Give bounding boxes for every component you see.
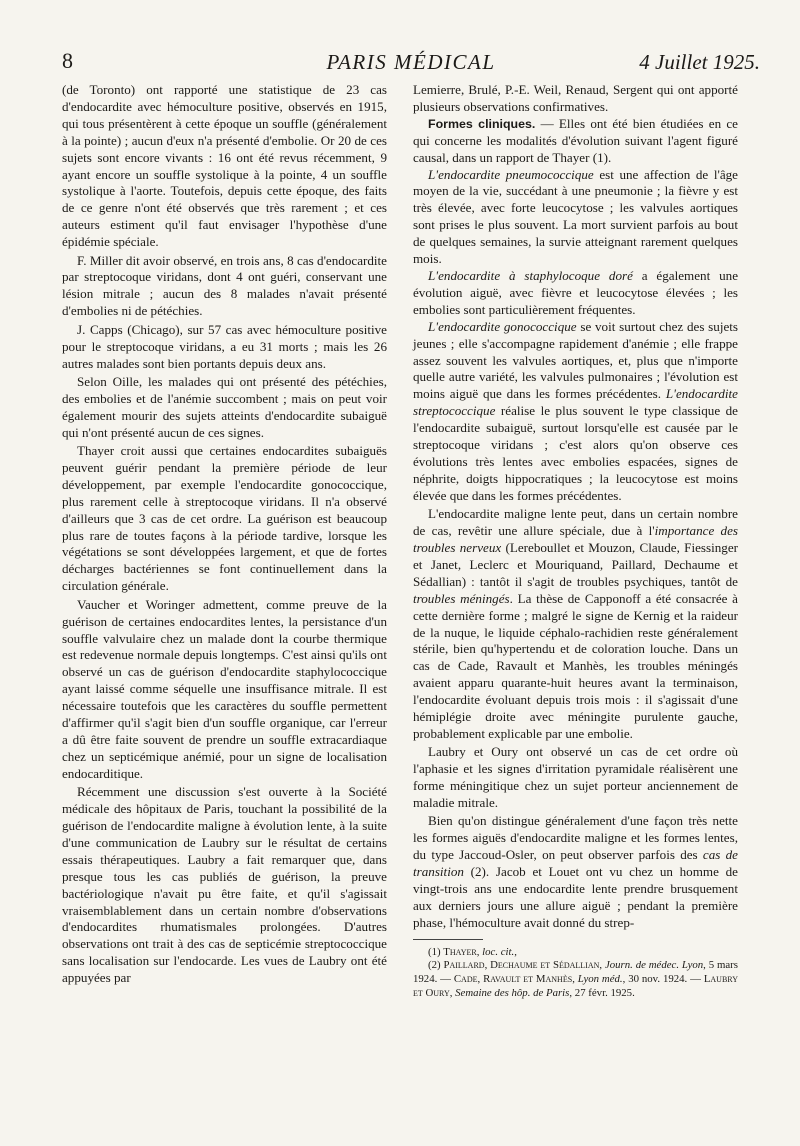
paragraph-formes-cliniques: Formes cliniques. — Elles ont été bien étudiées en ce qui concerne les modalités d'évolution suivant l'agent figuré causal, dans un rapport de Thayer (1).	[413, 115, 738, 165]
paragraph-pneumococcique: L'endocardite pneumococcique est une affection de l'âge moyen de la vie, succédant à une pneumonie ; la fièvre y est très élevée, avec forte leucocytose ; les valvules aortiques sont prises le plus souvent. La mort survient parfois au bout de quelques semaines, la survie atteignant rarement quelques mois.	[413, 166, 738, 267]
paragraph: Vaucher et Woringer admettent, comme preuve de la guérison de certaines endocardites lentes, la persistance d'un souffle valvulaire chez un malade dont la courbe thermique est redevenue normale depuis longtemps. C'est ainsi qu'ils ont observé un cas de guérison d'endocardite staphylococcique ayant laissé comme séquelle une insuffisance mitrale. Il est nécessaire toutefois que les caractères du souffle permettent d'affirmer qu'il s'agit bien d'un souffle organique, car l'erreur a dû être faite souvent de prendre un souffle extracardiaque chez un septicémique anémié, pour un signe de localisation endocarditique.	[62, 596, 387, 781]
issue-date: 4 Juillet 1925.	[639, 50, 760, 74]
paragraph: Selon Oille, les malades qui ont présenté des pétéchies, des embolies et de l'anémie succombent ; mais on peut voir également mourir des sujets atteints d'endocardite subaiguë qui n'ont présenté aucun de ces signes.	[62, 373, 387, 440]
paragraph-staphylocoque: L'endocardite à staphylocoque doré a également une évolution aiguë, avec fièvre et leucocytose élevées ; les embolies sont particulièrement fréquentes.	[413, 267, 739, 317]
term: L'endocardite pneumococcique	[428, 166, 594, 182]
section-heading: Formes cliniques.	[428, 116, 536, 131]
paragraph: Thayer croit aussi que certaines endocardites subaiguës peuvent guérir pendant la première période de leur développement, par exemple l'endocardite gonococcique, plus rarement celle à streptocoque viridans. Il n'a observé d'ailleurs que 3 cas de cet ordre. La guérison est beaucoup plus rare de toutes façons à la période tardive, lorsque les végétations se sont développées largement, et que de fortes décharges bactériennes se font continuellement dans la circulation générale.	[62, 443, 387, 594]
right-column	[413, 82, 738, 1000]
term: L'endocardite à staphylocoque doré	[428, 267, 633, 283]
footnote-2: (2) Paillard, Dechaume et Sédallian, Journ. de médec. Lyon, 5 mars 1924. — Cade, Ravault et Manhès, Lyon méd., 30 nov. 1924. — Laubry et Oury, Semaine des hôp. de Paris, 27 févr. 1925.	[413, 959, 738, 999]
page-number: 8	[62, 48, 73, 73]
paragraph: J. Capps (Chicago), sur 57 cas avec hémoculture positive pour le streptocoque viridans, a eu 31 morts ; mais les 26 autres malades sont bien portants depuis deux ans.	[62, 321, 387, 371]
paragraph: Lemierre, Brulé, P.-E. Weil, Renaud, Sergent qui ont apporté plusieurs observations confirmatives.	[413, 82, 738, 114]
term: L'endocardite streptococcique	[413, 386, 738, 419]
left-column	[62, 82, 387, 987]
paragraph: Récemment une discussion s'est ouverte à la Société médicale des hôpitaux de Paris, touchant la possibilité de la guérison de l'endocardite maligne à évolution lente, à la suite d'une communication de Laubry sur le résultat de certains essais thérapeutiques. Laubry a fait remarquer que, dans presque tous les cas publiés de guérison, la preuve bactériologique n'avait pu être faite, et qu'il s'agissait vraisemblablement dans un certain nombre d'observations d'endocardites rhumatismales prolongées. D'autres observations ont trait à des cas de septicémie streptococcique sans localisation sur l'endocarde. Les vues de Laubry ont été appuyées par	[62, 784, 387, 986]
page-header	[62, 48, 760, 82]
paragraph: (de Toronto) ont rapporté une statistique de 23 cas d'endocardite avec hémoculture positive, observés en 1915, qui tous présentèrent à cette époque un souffle (généralement à la pointe) ; aucun d'eux n'a présenté d'embolie. Or 20 de ces sujets sont encore vivants : 16 ont été revus récemment, 9 ayant encore un souffle systolique à la pointe, 4 un souffle systolique à l'aorte. Toutefois, depuis cette époque, des faits de ce genre n'ont été observés que très rarement ; et ces auteurs estiment qu'il faut envisager l'hypothèse d'une épidémie spéciale.	[62, 82, 387, 250]
footnote-rule	[413, 939, 483, 940]
paragraph-forme-lente: L'endocardite maligne lente peut, dans un certain nombre de cas, revêtir une allure spéciale, due à l'importance des troubles nerveux (Lereboullet et Mouzon, Claude, Fiessinger et Janet, Leclerc et Mouriquand, Paillard, Dechaume et Sédallian) : tantôt il s'agit de troubles psychiques, tantôt de troubles méningés. La thèse de Capponoff a été consacrée à cette dernière forme ; malgré le signe de Kernig et la raideur de la nuque, le liquide céphalo-rachidien reste généralement stérile, bien qu'hypertendu et de coloration louche. Dans un cas de Cade, Ravault et Manhès, les troubles méningés avaient apparu quarante-huit heures avant la terminaison, l'endocardite évoluant depuis trois mois : il s'agissait d'une hémiplégie droite avec méningite purulente gauche, probablement explicable par une embolie.	[413, 506, 738, 741]
paragraph-gonococcique: L'endocardite gonococcique se voit surtout chez des sujets jeunes ; elle s'accompagne rapidement d'anémie ; elle frappe assez souvent les valvules aortiques, et, plus que n'importe quelle autre variété, les valvules pulmonaires ; l'évolution est moins aiguë que dans les formes précédentes. L'endocardite streptococcique réalise le plus souvent le type classique de l'endocardite subaiguë, surtout lorsqu'elle est causée par le streptocoque viridans ; c'est alors qu'on observe ces évolutions très lentes avec embolies espacées, signes de néphrite, doigts hippocratiques ; la leucocytose est moins élevée que dans les formes précédentes.	[413, 318, 738, 503]
paragraph: Laubry et Oury ont observé un cas de cet ordre où l'aphasie et les signes d'irritation pyramidale réalisèrent une forme méningitique chez un sujet porteur anciennement de maladie mitrale.	[413, 744, 738, 811]
term: L'endocardite gonococcique	[428, 318, 577, 334]
paragraph-transition: Bien qu'on distingue généralement d'une façon très nette les formes aiguës d'endocardite maligne et les formes lentes, du type Jaccoud-Osler, on peut observer parfois des cas de transition (2). Jacob et Louet ont vu chez un homme de vingt-trois ans une endocardite lente prendre brusquement aux derniers jours une allure aiguë ; pendant la première phase, l'hémoculture avait donné du strep-	[413, 813, 738, 930]
footnote-1: (1) Thayer, loc. cit.,	[428, 945, 517, 958]
journal-title: PARIS MÉDICAL	[326, 50, 496, 74]
paragraph: F. Miller dit avoir observé, en trois ans, 8 cas d'endocardite par streptocoque viridans, dont 4 ont guéri, conservant une lésion mitrale ; aucun des 8 malades n'avait présenté d'embolies ni de pétéchies.	[62, 252, 387, 319]
